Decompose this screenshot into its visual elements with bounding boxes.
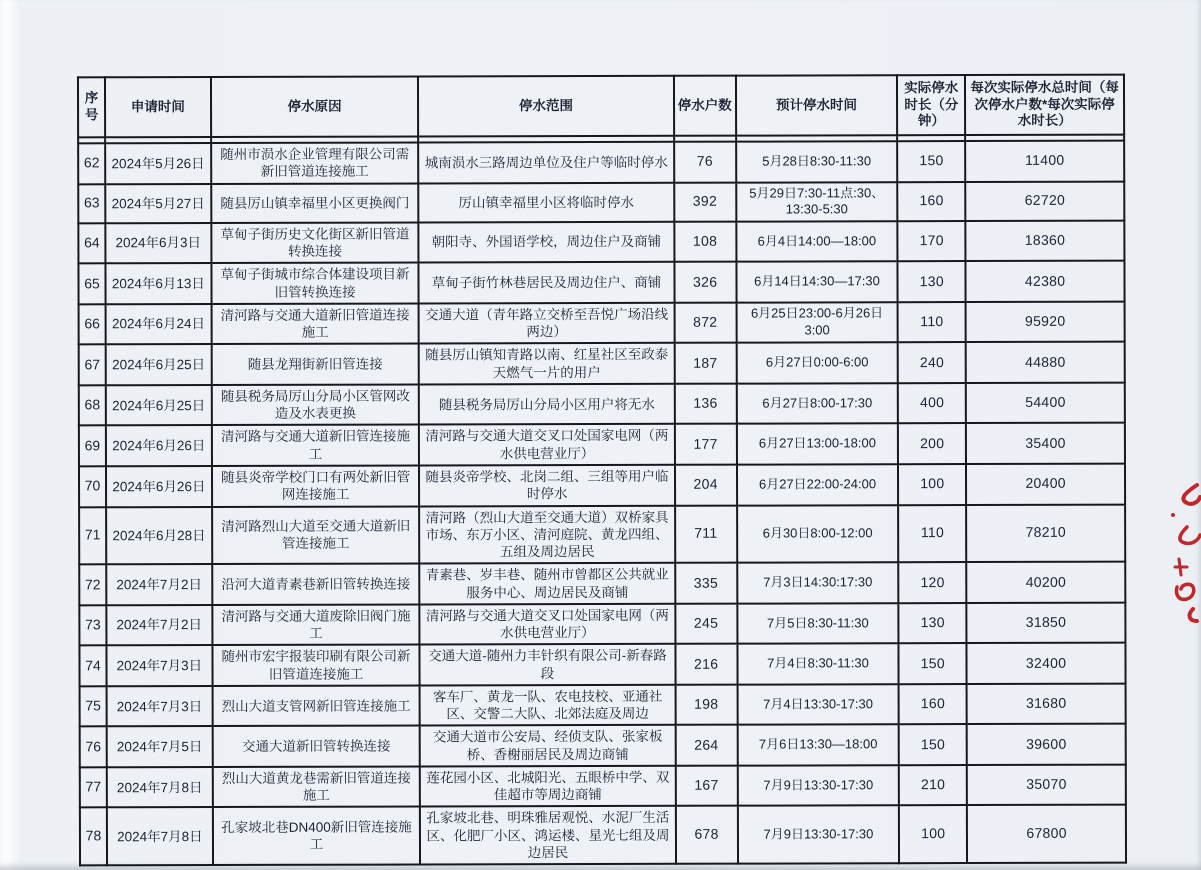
cell: 136 xyxy=(674,384,736,425)
cell: 64 xyxy=(78,223,105,264)
cell: 7月3日14:30:17:30 xyxy=(737,563,899,604)
cell: 2024年7月3日 xyxy=(107,686,213,727)
cell: 城南涢水三路周边单位及住户等临时停水 xyxy=(418,142,673,183)
cell: 335 xyxy=(675,563,737,604)
cell: 32400 xyxy=(967,643,1126,684)
cell: 872 xyxy=(674,302,736,343)
cell: 随州市涢水企业管理有限公司需新旧管道连接施工 xyxy=(211,142,419,183)
cell: 69 xyxy=(79,426,106,467)
cell: 6月27日13:00-18:00 xyxy=(736,424,898,465)
cell: 7月6日13:30—18:00 xyxy=(737,725,899,766)
cell: 6月30日8:00-12:00 xyxy=(737,505,899,563)
water-stoppage-table xyxy=(77,74,1127,867)
cell: 150 xyxy=(899,643,967,684)
cell: 18360 xyxy=(966,220,1125,261)
cell: 62 xyxy=(78,143,105,184)
table-row xyxy=(80,724,1126,767)
table-area xyxy=(77,74,1127,867)
cell: 177 xyxy=(675,424,737,465)
column-header: 序号 xyxy=(78,77,105,137)
cell: 草甸子街竹林巷居民及周边住户、商铺 xyxy=(419,262,674,303)
cell: 7月9日13:30-17:30 xyxy=(737,806,899,864)
cell: 7月4日8:30-11:30 xyxy=(737,644,899,685)
cell: 110 xyxy=(898,302,966,343)
cell: 31850 xyxy=(967,602,1126,643)
cell: 清河路与交通大道交叉口处国家电网（两水供电营业厅） xyxy=(420,604,675,645)
cell: 67800 xyxy=(967,805,1126,863)
cell: 7月4日13:30-17:30 xyxy=(737,684,899,725)
cell: 65 xyxy=(78,264,105,305)
cell: 35070 xyxy=(967,765,1126,806)
cell: 交通大道市公安局、经侦支队、张家板桥、香榭丽居民及周边商铺 xyxy=(420,725,675,766)
cell: 400 xyxy=(898,383,966,424)
table-row xyxy=(79,562,1125,605)
cell: 187 xyxy=(674,343,736,384)
cell: 清河路（烈山大道至交通大道）双桥家具市场、东万小区、清河庭院、黄龙四组、五组及周边居民 xyxy=(419,505,675,563)
cell: 66 xyxy=(79,304,106,345)
cell: 200 xyxy=(898,423,966,464)
table-header xyxy=(78,75,1124,138)
cell: 随县厉山镇幸福里小区更换阀门 xyxy=(211,183,419,223)
table-body xyxy=(78,135,1126,866)
red-ink-marks xyxy=(1135,483,1201,623)
cell: 204 xyxy=(675,465,737,506)
cell: 130 xyxy=(898,261,966,302)
column-header: 停水户数 xyxy=(674,76,736,136)
cell: 2024年7月2日 xyxy=(106,564,212,605)
cell: 76 xyxy=(80,727,107,768)
cell: 216 xyxy=(675,644,737,685)
cell: 6月25日23:00-6月26日3:00 xyxy=(736,302,898,343)
cell: 240 xyxy=(898,342,966,383)
cell: 160 xyxy=(899,684,967,725)
cell: 20400 xyxy=(966,464,1125,505)
cell: 5月29日7:30-11点:30、13:30-5:30 xyxy=(736,182,898,222)
column-header: 预计停水时间 xyxy=(736,75,898,135)
table-row xyxy=(78,141,1124,184)
cell: 150 xyxy=(897,141,965,182)
cell: 随县厉山镇知青路以南、红星社区至政泰天燃气一片的用户 xyxy=(419,343,674,384)
cell: 清河路与交通大道新旧管道连接施工 xyxy=(211,303,419,344)
cell: 62720 xyxy=(965,181,1124,221)
cell: 245 xyxy=(675,603,737,644)
cell: 76 xyxy=(674,142,736,183)
table-row xyxy=(79,464,1125,507)
column-header: 停水原因 xyxy=(211,76,419,137)
cell: 孔家坡北巷DN400新旧管连接施工 xyxy=(213,807,421,865)
cell: 77 xyxy=(80,767,107,808)
cell: 39600 xyxy=(967,724,1126,765)
cell: 67 xyxy=(79,345,106,386)
cell: 2024年6月3日 xyxy=(105,223,211,264)
cell: 烈山大道支管网新旧管连接施工 xyxy=(212,685,420,726)
cell: 厉山镇幸福里小区将临时停水 xyxy=(419,182,674,222)
cell: 清河路与交通大道废除旧阀门施工 xyxy=(212,604,420,645)
cell: 71 xyxy=(79,507,106,565)
column-header: 申请时间 xyxy=(105,77,211,137)
cell: 随州市宏宇报装印刷有限公司新旧管道连接施工 xyxy=(212,645,420,686)
cell: 2024年6月24日 xyxy=(106,304,212,345)
table-row xyxy=(78,261,1124,304)
cell: 68 xyxy=(79,385,106,426)
cell: 2024年7月8日 xyxy=(107,808,213,866)
cell: 6月4日14:00—18:00 xyxy=(736,221,898,262)
cell: 75 xyxy=(80,686,107,727)
cell: 随县税务局厉山分局小区管网改造及水表更换 xyxy=(212,384,420,425)
cell: 78 xyxy=(80,808,107,866)
cell: 青素巷、岁丰巷、随州市曾都区公共就业服务中心、周边居民及商铺 xyxy=(420,563,675,604)
cell: 2024年7月8日 xyxy=(107,767,213,808)
column-header: 停水范围 xyxy=(418,76,674,137)
cell: 11400 xyxy=(965,141,1124,182)
cell: 110 xyxy=(898,505,966,563)
column-header: 实际停水时长（分钟） xyxy=(897,75,965,135)
cell: 5月28日8:30-11:30 xyxy=(736,141,898,182)
cell: 210 xyxy=(899,765,967,806)
cell: 7月9日13:30-17:30 xyxy=(737,765,899,806)
header-row xyxy=(78,75,1124,138)
cell: 烈山大道黄龙巷需新旧管道连接施工 xyxy=(213,766,421,807)
cell: 100 xyxy=(899,806,967,864)
cell: 6月27日8:00-17:30 xyxy=(736,383,898,424)
cell: 72 xyxy=(79,565,106,606)
cell: 264 xyxy=(675,725,737,766)
table-row xyxy=(79,383,1125,426)
cell: 63 xyxy=(78,184,105,223)
table-row xyxy=(78,181,1124,223)
cell: 70 xyxy=(79,466,106,507)
cell: 2024年6月13日 xyxy=(105,263,211,304)
cell: 42380 xyxy=(966,261,1125,302)
cell: 2024年7月3日 xyxy=(106,645,212,686)
cell: 6月27日0:00-6:00 xyxy=(736,343,898,384)
cell: 随县炎帝学校门口有两处新旧管网连接施工 xyxy=(212,465,420,506)
cell: 2024年6月26日 xyxy=(106,425,212,466)
cell: 随县龙翔街新旧管连接 xyxy=(211,344,419,385)
cell: 120 xyxy=(899,562,967,603)
cell: 2024年7月5日 xyxy=(107,726,213,767)
table-row xyxy=(79,504,1125,565)
table-row xyxy=(79,643,1125,686)
cell: 73 xyxy=(79,605,106,646)
table-row xyxy=(80,805,1126,866)
cell: 2024年6月25日 xyxy=(106,385,212,426)
cell: 交通大道新旧管转换连接 xyxy=(212,726,420,767)
cell: 2024年5月27日 xyxy=(105,184,211,224)
cell: 随县炎帝学校、北岗二组、三组等用户临时停水 xyxy=(419,465,674,506)
table-row xyxy=(80,765,1126,808)
cell: 40200 xyxy=(966,562,1125,603)
cell: 6月14日14:30—17:30 xyxy=(736,262,898,303)
cell: 35400 xyxy=(966,423,1125,464)
cell: 交通大道（青年路立交桥至吾悦广场沿线两边） xyxy=(419,303,674,344)
cell: 150 xyxy=(899,724,967,765)
cell: 孔家坡北巷、明珠雅居观悦、水泥厂生活区、化肥厂小区、鸿运楼、星光七组及周边居民 xyxy=(420,806,676,864)
cell: 清河路烈山大道至交通大道新旧管连接施工 xyxy=(212,506,420,564)
cell: 54400 xyxy=(966,383,1125,424)
cell: 711 xyxy=(675,505,737,563)
cell: 74 xyxy=(79,646,106,687)
cell: 2024年6月28日 xyxy=(106,507,212,565)
cell: 2024年6月26日 xyxy=(106,466,212,507)
column-header: 每次实际停水总时间（每次停水户数*每次实际停水时长） xyxy=(965,75,1124,135)
cell: 清河路与交通大道交叉口处国家电网（两水供电营业厅） xyxy=(419,424,674,465)
cell: 2024年7月2日 xyxy=(106,605,212,646)
cell: 随县税务局厉山分局小区用户将无水 xyxy=(419,384,674,425)
cell: 95920 xyxy=(966,301,1125,342)
cell: 392 xyxy=(674,182,736,221)
cell: 6月27日22:00-24:00 xyxy=(737,464,899,505)
cell: 130 xyxy=(899,603,967,644)
table-row xyxy=(79,602,1125,645)
table-row xyxy=(80,684,1126,727)
cell: 朝阳寺、外国语学校，周边住户及商铺 xyxy=(419,222,674,263)
cell: 草甸子街城市综合体建设项目新旧管转换连接 xyxy=(211,263,419,304)
table-row xyxy=(79,342,1125,385)
cell: 客车厂、黄龙一队、农电技校、亚通社区、交警二大队、北郊法庭及周边 xyxy=(420,685,675,726)
cell: 清河路与交通大道新旧管连接施工 xyxy=(212,425,420,466)
cell: 160 xyxy=(898,182,966,221)
cell: 100 xyxy=(898,464,966,505)
cell: 2024年6月25日 xyxy=(106,344,212,385)
cell: 交通大道-随州力丰针织有限公司-新春路段 xyxy=(420,644,675,685)
cell: 198 xyxy=(675,685,737,726)
cell: 167 xyxy=(675,766,737,807)
cell: 莲花园小区、北城阳光、五眼桥中学、双佳超市等周边商铺 xyxy=(420,766,675,807)
cell: 沿河大道青素巷新旧管转换连接 xyxy=(212,564,420,605)
cell: 326 xyxy=(674,262,736,303)
cell: 44880 xyxy=(966,342,1125,383)
cell: 2024年5月26日 xyxy=(105,143,211,184)
cell: 108 xyxy=(674,221,736,262)
cell: 草甸子街历史文化街区新旧管道转换连接 xyxy=(211,222,419,263)
table-row xyxy=(78,220,1124,263)
cell: 7月5日8:30-11:30 xyxy=(737,603,899,644)
table-row xyxy=(79,423,1125,466)
cell: 31680 xyxy=(967,684,1126,725)
cell: 78210 xyxy=(966,504,1125,562)
cell: 170 xyxy=(898,221,966,262)
cell: 678 xyxy=(676,806,738,864)
table-row xyxy=(79,301,1125,344)
